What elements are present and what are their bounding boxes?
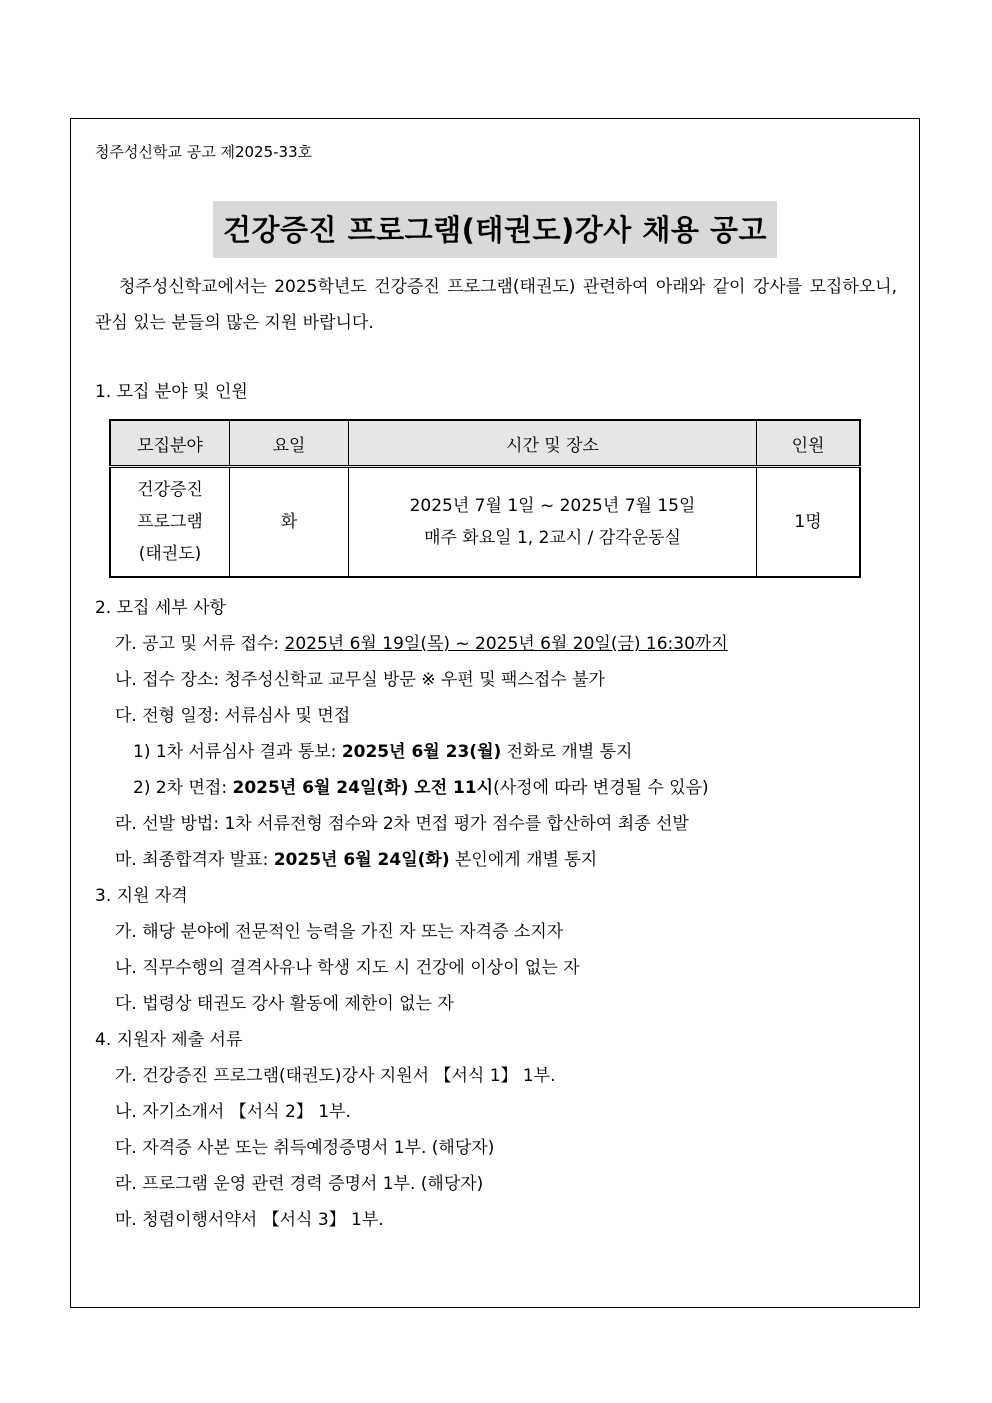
section2-item-ma (115, 845, 597, 870)
intro-paragraph: 청주성신학교에서는 2025학년도 건강증진 프로그램(태권도) 관련하여 아래와 같이 강사를 모집하오니, 관심 있는 분들의 많은 지원 바랍니다. (95, 277, 897, 333)
list-item: 나. 자기소개서 【서식 2】 1부. (115, 1102, 351, 1122)
section2-item-da2 (133, 773, 709, 798)
table-row (110, 467, 860, 578)
da1-label: 1) 1차 서류심사 결과 통보: (133, 742, 342, 762)
table-header-row (110, 420, 860, 467)
list-item: 나. 직무수행의 결격사유나 학생 지도 시 건강에 이상이 없는 자 (115, 958, 580, 978)
da2-label: 2) 2차 면접: (133, 778, 233, 798)
section1-heading: 1. 모집 분야 및 인원 (95, 382, 248, 402)
section2-item-na: 나. 접수 장소: 청주성신학교 교무실 방문 ※ 우편 및 팩스접수 불가 (115, 670, 605, 690)
da1-tail: 전화로 개별 통지 (501, 742, 633, 762)
header-count: 인원 (757, 420, 861, 467)
field-line: (태권도) (138, 544, 202, 564)
cell-day: 화 (230, 467, 349, 578)
section2-item-da: 다. 전형 일정: 서류심사 및 면접 (115, 706, 351, 726)
ma-value: 2025년 6월 24일(화) (273, 850, 450, 870)
cell-time-place (349, 467, 757, 578)
ma-tail: 본인에게 개별 통지 (449, 850, 598, 870)
header-field: 모집분야 (110, 420, 230, 467)
field-line: 프로그램 (137, 512, 203, 532)
list-item: 가. 해당 분야에 전문적인 능력을 가진 자 또는 자격증 소지자 (115, 922, 564, 942)
section2-item-ga (115, 629, 728, 654)
header-time-place: 시간 및 장소 (349, 420, 757, 467)
list-item: 라. 프로그램 운영 관련 경력 증명서 1부. (해당자) (115, 1174, 484, 1194)
section3-heading: 3. 지원 자격 (95, 886, 188, 906)
list-item: 다. 법령상 태권도 강사 활동에 제한이 없는 자 (115, 994, 454, 1014)
section2-item-ra: 라. 선발 방법: 1차 서류전형 점수와 2차 면접 평가 점수를 합산하여 최종 선발 (115, 814, 689, 834)
da2-value: 2025년 6월 24일(화) 오전 11시 (232, 778, 494, 798)
cell-field (110, 467, 230, 578)
list-item: 가. 건강증진 프로그램(태권도)강사 지원서 【서식 1】 1부. (115, 1066, 556, 1086)
ga-value: 2025년 6월 19일(목) ~ 2025년 6월 20일(금) 16:30까지 (284, 634, 728, 654)
title-container (71, 201, 919, 258)
time-line: 2025년 7월 1일 ~ 2025년 7월 15일 (409, 496, 696, 516)
cell-count: 1명 (757, 467, 861, 578)
notice-number: 청주성신학교 공고 제2025-33호 (95, 143, 313, 161)
ga-label: 가. 공고 및 서류 접수: (115, 634, 285, 654)
section2-item-da1 (133, 737, 632, 762)
page-title: 건강증진 프로그램(태권도)강사 채용 공고 (213, 201, 777, 258)
section4-heading: 4. 지원자 제출 서류 (95, 1030, 243, 1050)
list-item: 다. 자격증 사본 또는 취득예정증명서 1부. (해당자) (115, 1138, 495, 1158)
section2-heading: 2. 모집 세부 사항 (95, 598, 226, 618)
field-line: 건강증진 (137, 480, 203, 500)
place-line: 매주 화요일 1, 2교시 / 감각운동실 (424, 528, 681, 548)
document-frame (70, 118, 920, 1308)
list-item: 마. 청렴이행서약서 【서식 3】 1부. (115, 1210, 384, 1230)
recruitment-table (109, 419, 861, 578)
header-day: 요일 (230, 420, 349, 467)
ma-label: 마. 최종합격자 발표: (115, 850, 274, 870)
da1-value: 2025년 6월 23(월) (341, 742, 502, 762)
da2-tail: (사정에 따라 변경될 수 있음) (493, 778, 709, 798)
